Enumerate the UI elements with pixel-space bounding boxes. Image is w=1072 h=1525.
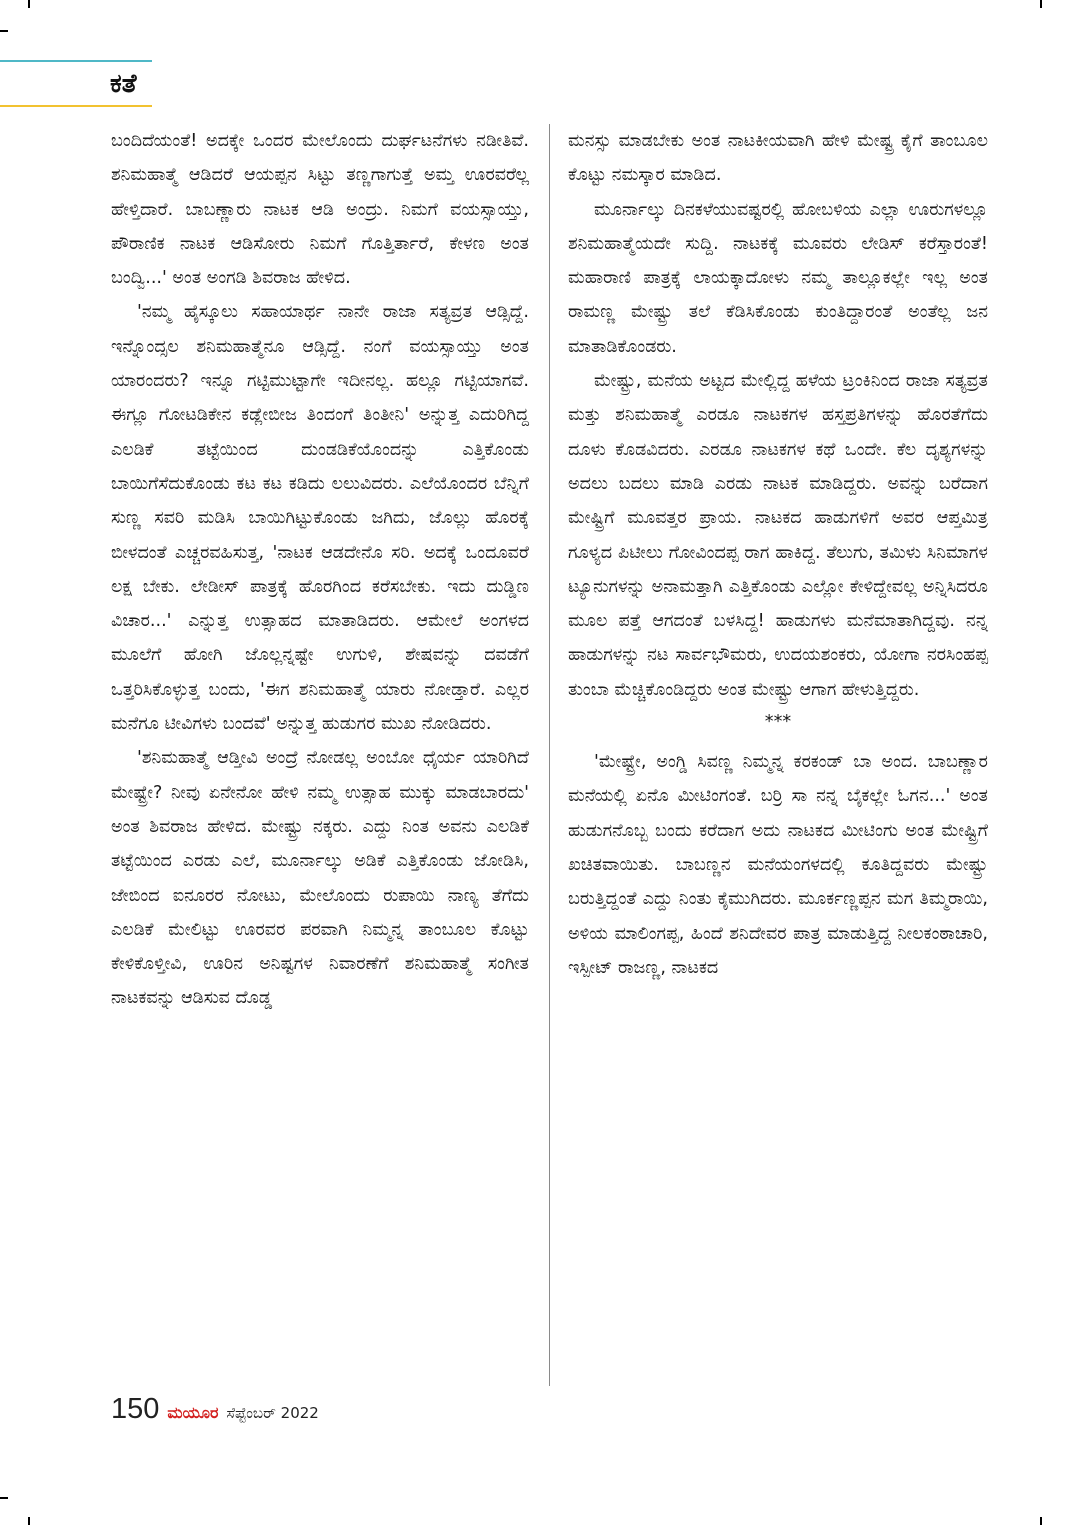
paragraph: ಬಂದಿದೆಯಂತೆ! ಅದಕ್ಕೇ ಒಂದರ ಮೇಲೊಂದು ದುರ್ಘಟನೆಗಳು ನಡೀತಿವೆ. ಶನಿಮಹಾತ್ಮೆ ಆಡಿದರೆ ಆಯಪ್ಪನ ಸಿಟ್ಟು ತಣ್ಣಗಾಗುತ್ತೆ ಅಮ್ತ ಊರವರೆಲ್ಲ ಹೇಳ್ತಿದಾರೆ. ಬಾಬಣ್ಣಾರು ನಾಟಕ ಆಡಿ ಅಂದ್ರು. ನಿಮಗೆ ವಯಸ್ಸಾಯ್ತು, ಪೌರಾಣಿಕ ನಾಟಕ ಆಡಿಸೋರು ನಿಮಗೆ ಗೊತ್ತಿರ್ತಾರೆ, ಕೇಳಣ ಅಂತ ಬಂದ್ವಿ...' ಅಂತ ಅಂಗಡಿ ಶಿವರಾಜ ಹೇಳಿದ. (111, 131, 529, 289)
crop-mark-top-left (28, 0, 30, 8)
page-footer (111, 1393, 319, 1429)
section-break: *** (764, 712, 792, 733)
paragraph: 'ಮೇಷ್ಟ್ರೇ, ಅಂಗ್ಡಿ ಸಿವಣ್ಣ ನಿಮ್ಮನ್ನ ಕರಕಂಡ್ ಬಾ ಅಂದ. ಬಾಬಣ್ಣಾರ ಮನೆಯಲ್ಲಿ ಏನೊ ಮೀಟಿಂಗಂತೆ. ಬರ್ರಿ ಸಾ ನನ್ನ ಬೈಕಲ್ಲೇ ಓಗನ...' ಅಂತ ಹುಡುಗನೊಬ್ಬ ಬಂದು ಕರೆದಾಗ ಅದು ನಾಟಕದ ಮೀಟಿಂಗು ಅಂತ ಮೇಷ್ಟ್ರಿಗೆ ಖಚಿತವಾಯಿತು. ಬಾಬಣ್ಣನ ಮನೆಯಂಗಳದಲ್ಲಿ ಕೂತಿದ್ದವರು ಮೇಷ್ಟ್ರು ಬರುತ್ತಿದ್ದಂತೆ ಎದ್ದು ನಿಂತು ಕೈಮುಗಿದರು. ಮೂರ್ಕಣ್ಣಪ್ಪನ ಮಗ ತಿಮ್ಮರಾಯಿ, ಅಳಿಯ ಮಾಲಿಂಗಪ್ಪ, ಹಿಂದೆ ಶನಿದೇವರ ಪಾತ್ರ ಮಾಡುತ್ತಿದ್ದ ನೀಲಕಂಠಾಚಾರಿ, ಇಸ್ಪೀಟ್ ರಾಜಣ್ಣ, ನಾಟಕದ (568, 752, 988, 978)
crop-mark-top-right (1040, 0, 1042, 8)
section-title: ಕತೆ (110, 69, 137, 99)
crop-mark-bottom-left-side (0, 1497, 8, 1499)
crop-mark-bottom-left (28, 1517, 30, 1525)
issue-date: ಸೆಪ್ಟೆಂಬರ್ 2022 (226, 1404, 319, 1422)
header-rule-teal (0, 60, 152, 62)
paragraph: 'ಶನಿಮಹಾತ್ಮೆ ಆಡ್ತೀವಿ ಅಂದ್ರೆ ನೋಡಲ್ಲ ಅಂಬೋ ಧೈರ್ಯ ಯಾರಿಗಿದೆ ಮೇಷ್ಟ್ರೇ? ನೀವು ಏನೇನೋ ಹೇಳಿ ನಮ್ಮ ಉತ್ಸಾಹ ಮುಕ್ಕು ಮಾಡಬಾರದು' ಅಂತ ಶಿವರಾಜ ಹೇಳಿದ. ಮೇಷ್ಟ್ರು ನಕ್ಕರು. ಎದ್ದು ನಿಂತ ಅವನು ಎಲಡಿಕೆ ತಟ್ಟೆಯಿಂದ ಎರಡು ಎಲೆ, ಮೂರ್ನಾಲ್ಕು ಅಡಿಕೆ ಎತ್ತಿಕೊಂಡು ಜೋಡಿಸಿ, ಜೇಬಿಂದ ಐನೂರರ ನೋಟು, ಮೇಲೊಂದು ರುಪಾಯಿ ನಾಣ್ಯ ತೆಗೆದು ಎಲಡಿಕೆ ಮೇಲಿಟ್ಟು ಊರವರ ಪರವಾಗಿ ನಿಮ್ಮನ್ನ ತಾಂಬೂಲ ಕೊಟ್ಟು ಕೇಳಿಕೊಳ್ತೀವಿ, ಊರಿನ ಅನಿಷ್ಟಗಳ ನಿವಾರಣೆಗೆ ಶನಿಮಹಾತ್ಮೆ ಸಂಗೀತ ನಾಟಕವನ್ನು ಆಡಿಸುವ ದೊಡ್ಡ (111, 748, 529, 1009)
paragraph: ಮೇಷ್ಟ್ರು, ಮನೆಯ ಅಟ್ಟದ ಮೇಲ್ಲಿದ್ದ ಹಳೆಯ ಟ್ರಂಕಿನಿಂದ ರಾಜಾ ಸತ್ಯವ್ರತ ಮತ್ತು ಶನಿಮಹಾತ್ಮೆ ಎರಡೂ ನಾಟಕಗಳ ಹಸ್ತಪ್ರತಿಗಳನ್ನು ಹೊರತೆಗೆದು ದೂಳು ಕೊಡವಿದರು. ಎರಡೂ ನಾಟಕಗಳ ಕಥೆ ಒಂದೇ. ಕೆಲ ದೃಶ್ಯಗಳನ್ನು ಅದಲು ಬದಲು ಮಾಡಿ ಎರಡು ನಾಟಕ ಮಾಡಿದ್ದರು. ಅವನ್ನು ಬರೆದಾಗ ಮೇಷ್ಟ್ರಿಗೆ ಮೂವತ್ತರ ಪ್ರಾಯ. ನಾಟಕದ ಹಾಡುಗಳಿಗೆ ಅವರ ಆಪ್ತಮಿತ್ರ ಗೂಳ್ಯದ ಪಿಟೀಲು ಗೋವಿಂದಪ್ಪ ರಾಗ ಹಾಕಿದ್ದ. ತೆಲುಗು, ತಮಿಳು ಸಿನಿಮಾಗಳ ಟ್ಯೂನುಗಳನ್ನು ಅನಾಮತ್ತಾಗಿ ಎತ್ತಿಕೊಂಡು ಎಲ್ಲೋ ಕೇಳಿದ್ದೇವಲ್ಲ ಅನ್ನಿಸಿದರೂ ಮೂಲ ಪತ್ತೆ ಆಗದಂತೆ ಬಳಸಿದ್ದ! ಹಾಡುಗಳು ಮನೆಮಾತಾಗಿದ್ದವು. ನನ್ನ ಹಾಡುಗಳನ್ನು ನಟ ಸಾರ್ವಭೌಮರು, ಉದಯಶಂಕರು, ಯೋಗಾ ನರಸಿಂಹಪ್ಪ ತುಂಬಾ ಮೆಚ್ಚಿಕೊಂಡಿದ್ದರು ಅಂತ ಮೇಷ್ಟ್ರು ಆಗಾಗ ಹೇಳುತ್ತಿದ್ದರು. (568, 371, 988, 700)
right-column (568, 124, 988, 985)
paragraph: ಮೂರ್ನಾಲ್ಕು ದಿನಕಳೆಯುವಷ್ಟರಲ್ಲಿ ಹೋಬಳಿಯ ಎಲ್ಲಾ ಊರುಗಳಲ್ಲೂ ಶನಿಮಹಾತ್ಮೆಯದೇ ಸುದ್ದಿ. ನಾಟಕಕ್ಕೆ ಮೂವರು ಲೇಡಿಸ್ ಕರೆಸ್ತಾರಂತೆ! ಮಹಾರಾಣಿ ಪಾತ್ರಕ್ಕೆ ಲಾಯಕ್ಕಾದೋಳು ನಮ್ಮ ತಾಲ್ಲೂಕಲ್ಲೇ ಇಲ್ಲ ಅಂತ ರಾಮಣ್ಣ ಮೇಷ್ಟ್ರು ತಲೆ ಕೆಡಿಸಿಕೊಂಡು ಕುಂತಿದ್ದಾರಂತೆ ಅಂತೆಲ್ಲ ಜನ ಮಾತಾಡಿಕೊಂಡರು. (568, 199, 988, 357)
crop-mark-top-left-side (0, 30, 8, 32)
magazine-logo: ಮಯೂರ (167, 1403, 219, 1422)
paragraph: ಮನಸ್ಸು ಮಾಡಬೇಕು ಅಂತ ನಾಟಕೀಯವಾಗಿ ಹೇಳಿ ಮೇಷ್ಟ್ರ ಕೈಗೆ ತಾಂಬೂಲ ಕೊಟ್ಟು ನಮಸ್ಕಾರ ಮಾಡಿದ. (568, 131, 988, 186)
page-number: 150 (111, 1393, 160, 1425)
crop-mark-bottom-right (1040, 1517, 1042, 1525)
paragraph: 'ನಮ್ಮ ಹೈಸ್ಕೂಲು ಸಹಾಯಾರ್ಥ ನಾನೇ ರಾಜಾ ಸತ್ಯವ್ರತ ಆಡ್ಸಿದ್ದೆ. ಇನ್ನೊಂದ್ಸಲ ಶನಿಮಹಾತ್ಮೆನೂ ಆಡ್ಸಿದ್ದೆ. ನಂಗೆ ವಯಸ್ಸಾಯ್ತು ಅಂತ ಯಾರಂದರು? ಇನ್ನೂ ಗಟ್ಟಿಮುಟ್ಟಾಗೇ ಇದೀನಲ್ಲ. ಹಲ್ಲೂ ಗಟ್ಟಿಯಾಗವೆ. ಈಗ್ಲೂ ಗೋಟಡಿಕೇನ ಕಡ್ಲೇಬೀಜ ತಿಂದಂಗೆ ತಿಂತೀನಿ' ಅನ್ನುತ್ತ ಎದುರಿಗಿದ್ದ ಎಲಡಿಕೆ ತಟ್ಟೆಯಿಂದ ದುಂಡಡಿಕೆಯೊಂದನ್ನು ಎತ್ತಿಕೊಂಡು ಬಾಯಿಗೆಸೆದುಕೊಂಡು ಕಟ ಕಟ ಕಡಿದು ಲಲುವಿದರು. ಎಲೆಯೊಂದರ ಬೆನ್ನಿಗೆ ಸುಣ್ಣ ಸವರಿ ಮಡಿಸಿ ಬಾಯಿಗಿಟ್ಟುಕೊಂಡು ಜಗಿದು, ಜೊಲ್ಲು ಹೊರಕ್ಕೆ ಬೀಳದಂತೆ ಎಚ್ಚರವಹಿಸುತ್ತ, 'ನಾಟಕ ಆಡದೇನೊ ಸರಿ. ಅದಕ್ಕೆ ಒಂದೂವರೆ ಲಕ್ಷ ಬೇಕು. ಲೇಡೀಸ್ ಪಾತ್ರಕ್ಕೆ ಹೊರಗಿಂದ ಕರೆಸಬೇಕು. ಇದು ದುಡ್ಡಿಣ ವಿಚಾರ...' ಎನ್ನುತ್ತ ಉತ್ಸಾಹದ ಮಾತಾಡಿದರು. ಆಮೇಲೆ ಅಂಗಳದ ಮೂಲೆಗೆ ಹೋಗಿ ಜೊಲ್ಲನ್ನಷ್ಟೇ ಉಗುಳಿ, ಶೇಷವನ್ನು ದವಡೆಗೆ ಒತ್ತರಿಸಿಕೊಳ್ಳುತ್ತ ಬಂದು, 'ಈಗ ಶನಿಮಹಾತ್ಮೆ ಯಾರು ನೋಡ್ತಾರೆ. ಎಲ್ಲರ ಮನೆಗೂ ಟೀವಿಗಳು ಬಂದವೆ' ಅನ್ನುತ್ತ ಹುಡುಗರ ಮುಖ ನೋಡಿದರು. (111, 302, 529, 735)
header-rule-yellow (0, 105, 152, 107)
left-column (111, 124, 529, 1016)
column-divider (549, 124, 550, 1386)
